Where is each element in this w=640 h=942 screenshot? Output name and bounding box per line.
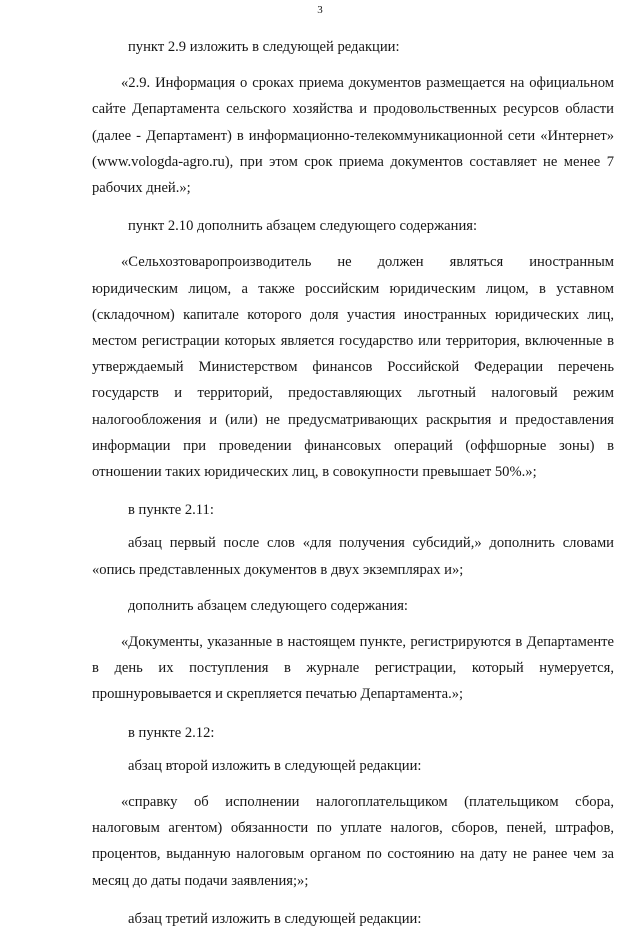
instruction-paragraph: абзац первый после слов «для получения субсидий,» дополнить словами «опись представленных документов в двух экземплярах и»;	[92, 535, 614, 578]
instruction-paragraph: в пункте 2.11:	[128, 502, 214, 519]
document-body	[92, 34, 614, 942]
instruction-paragraph: в пункте 2.12:	[128, 724, 215, 741]
quoted-paragraph: «Документы, указанные в настоящем пункте, регистрируются в Департаменте в день их поступления в журнале регистрации, который нумеруется, прошнуровывается и скрепляется печатью Департамента.»;	[92, 634, 614, 703]
instruction-paragraph: пункт 2.9 изложить в следующей редакции:	[128, 39, 400, 55]
quoted-paragraph: «2.9. Информация о сроках приема документов размещается на официальном сайте Департамента сельского хозяйства и продовольственных ресурсов области (далее - Департамент) в информационно-телекоммуникационной сети «Интернет» (www.vologda-agro.ru), при этом срок приема документов составляет не менее 7 рабочих дней.»;	[92, 75, 614, 197]
quoted-paragraph: «справку об исполнении налогоплательщиком (плательщиком сбора, налоговым агентом) обязанности по уплате налогов, сборов, пеней, штрафов, процентов, выданную налоговым органом по состоянию на дату не ранее чем за месяц до даты подачи заявления;»;	[92, 794, 614, 889]
quoted-paragraph: «Сельхозтоваропроизводитель не должен являться иностранным юридическим лицом, а также российским юридическим лицом, в уставном (складочном) капитале которого доля участия иностранных юридических лиц, местом регистрации которых является государство или территория, включенные в утверждаемый Министерством финансов Российской Федерации перечень государств и территорий, предоставляющих льготный налоговый режим налогообложения и (или) не предусматривающих раскрытия и предоставления информации при проведении финансовых операций (оффшорные зоны) в отношении таких юридических лиц, в совокупности превышает 50%.»;	[92, 254, 614, 481]
instruction-paragraph: абзац второй изложить в следующей редакции:	[128, 757, 422, 774]
instruction-paragraph: абзац третий изложить в следующей редакции:	[128, 910, 422, 927]
instruction-paragraph: пункт 2.10 дополнить абзацем следующего содержания:	[128, 218, 478, 235]
page-number: 3	[317, 4, 323, 16]
instruction-paragraph: дополнить абзацем следующего содержания:	[128, 597, 408, 614]
